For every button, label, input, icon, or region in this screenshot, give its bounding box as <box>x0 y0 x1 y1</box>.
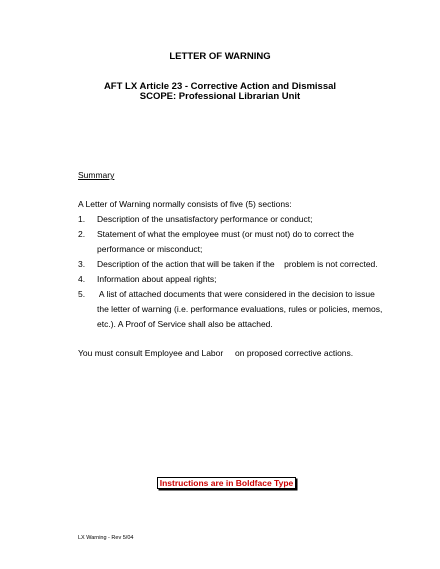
document-subtitle-scope: SCOPE: Professional Librarian Unit <box>139 91 301 102</box>
list-item-line: etc.). A Proof of Service shall also be attached. <box>97 319 273 329</box>
list-item-line: the letter of warning (i.e. performance evaluations, rules or policies, memos, <box>97 304 383 314</box>
list-item-number: 2. <box>78 229 86 239</box>
summary-intro: A Letter of Warning normally consists of five (5) sections: <box>78 199 292 209</box>
summary-heading: Summary <box>78 170 115 180</box>
list-item-line: Statement of what the employee must (or must not) do to correct the <box>97 229 355 239</box>
consult-note: You must consult Employee and Labor on proposed corrective actions. <box>78 348 354 358</box>
footer-revision: LX Warning - Rev 5/04 <box>78 535 134 541</box>
list-item-line: Information about appeal rights; <box>97 274 217 284</box>
list-item-line: performance or misconduct; <box>97 244 203 254</box>
list-item-number: 3. <box>78 259 86 269</box>
document-subtitle-article: AFT LX Article 23 - Corrective Action and Dismissal <box>103 81 337 92</box>
list-item-number: 1. <box>78 214 86 224</box>
list-item-line: A list of attached documents that were considered in the decision to issue <box>97 289 375 299</box>
list-item-line: Description of the unsatisfactory performance or conduct; <box>97 214 313 224</box>
instructions-notice: Instructions are in Boldface Type <box>157 477 296 489</box>
list-item-number: 4. <box>78 274 86 284</box>
list-item-line: Description of the action that will be taken if the problem is not corrected. <box>97 259 378 269</box>
document-title: LETTER OF WARNING <box>169 51 271 62</box>
list-item-number: 5. <box>78 289 86 299</box>
